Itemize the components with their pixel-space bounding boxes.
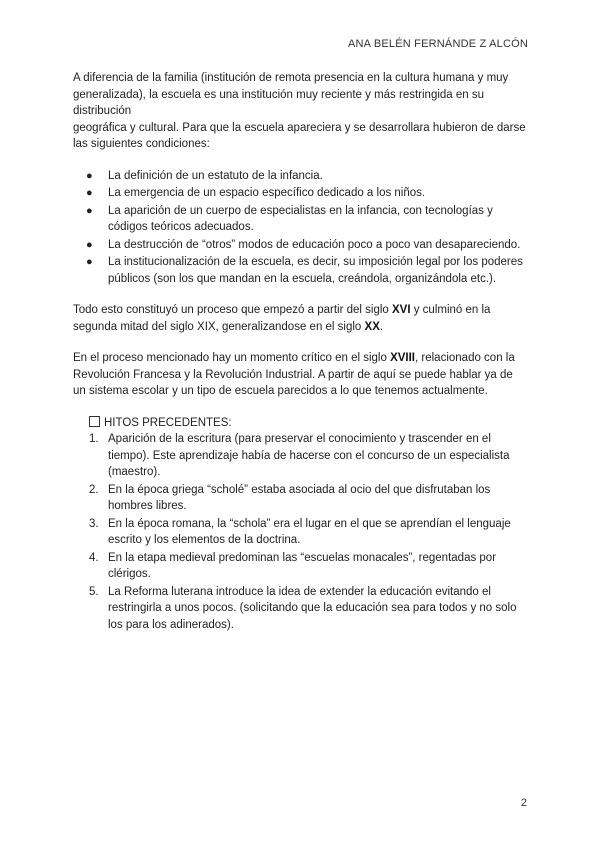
hitos-title-text: HITOS PRECEDENTES:: [104, 416, 232, 429]
list-item: [73, 482, 528, 515]
list-item: [73, 168, 528, 185]
hitos-list: [73, 431, 528, 633]
century-xx: XX: [364, 320, 380, 333]
condition-text: La institucionalización de la escuela, es decir, su imposición legal por los poderes públicos (son los que mandan en la escuela, creándola, organizándola etc.).: [108, 256, 523, 285]
item-number: 1.: [89, 433, 99, 445]
page-header-author: ANA BELÉN FERNÁNDE Z ALCÓN: [347, 38, 528, 50]
checkbox-icon: [89, 416, 100, 427]
list-item: [73, 516, 528, 549]
list-item: [73, 254, 528, 287]
intro-paragraph: [73, 70, 528, 153]
process-text-2: y culminó en la segunda mitad del siglo XIX, generalizandose en el siglo: [73, 304, 491, 333]
bullet-icon: ●: [86, 204, 93, 217]
list-item: [73, 550, 528, 583]
item-number: 2.: [89, 483, 99, 496]
bullet-icon: ●: [86, 256, 93, 268]
item-number: 3.: [89, 517, 99, 530]
critical-paragraph: [73, 350, 528, 400]
century-xviii: XVIII: [390, 352, 416, 364]
conditions-list: [73, 168, 528, 288]
document-body: [73, 70, 528, 634]
item-number: 4.: [89, 551, 99, 564]
list-item: [73, 584, 528, 634]
century-xvi: XVI: [392, 304, 411, 316]
intro-line-2: geográfica y cultural. Para que la escuela apareciera y se desarrollara hubieron de darse las siguientes condiciones:: [73, 121, 526, 150]
page-number: 2: [520, 797, 527, 809]
list-item: [73, 203, 528, 236]
bullet-icon: ●: [86, 187, 93, 199]
process-text-3: .: [379, 320, 384, 333]
condition-text: La destrucción de “otros” modos de educación poco a poco van desapareciendo.: [108, 238, 521, 251]
hito-text: Aparición de la escritura (para preservar el conocimiento y trascender en el tiempo). Este aprendizaje había de hacerse con el concurso de un especialista (maestro).: [108, 433, 510, 478]
item-number: 5.: [89, 585, 99, 598]
bullet-icon: ●: [86, 169, 93, 182]
process-paragraph: [73, 302, 528, 335]
intro-line-1: A diferencia de la familia (institución de remota presencia en la cultura humana y muy generalizada), la escuela es una institución muy reciente y más restringida en su distribución: [73, 72, 509, 117]
critical-text-2: , relacionado con la Revolución Francesa y la Revolución Industrial. A partir de aquí se puede hablar ya de un sistema escolar y un tipo de escuela parecidos a lo que tenemos actualmente.: [73, 352, 515, 397]
hito-text: En la etapa medieval predominan las “escuelas monacales”, regentadas por clérigos.: [108, 551, 497, 580]
condition-text: La aparición de un cuerpo de especialistas en la infancia, con tecnologías y códigos teóricos adecuados.: [108, 204, 493, 233]
condition-text: La definición de un estatuto de la infancia.: [108, 169, 323, 182]
hitos-heading: [73, 415, 528, 432]
condition-text: La emergencia de un espacio específico dedicado a los niños.: [108, 187, 426, 199]
process-text-1: Todo esto constituyó un proceso que empezó a partir del siglo: [73, 304, 392, 316]
hito-text: La Reforma luterana introduce la idea de extender la educación evitando el restringirla a unos pocos. (solicitando que la educación sea para todos y no solo los para los adinerados).: [108, 585, 517, 631]
list-item: [73, 431, 528, 481]
hito-text: En la época romana, la “schola” era el lugar en el que se aprendían el lenguaje escrito y los elementos de la doctrina.: [108, 517, 511, 546]
bullet-icon: ●: [86, 238, 93, 251]
list-item: [73, 185, 528, 202]
list-item: [73, 237, 528, 254]
critical-text-1: En el proceso mencionado hay un momento crítico en el siglo: [73, 352, 391, 364]
hito-text: En la época griega “scholé” estaba asociada al ocio del que disfrutaban los hombres libres.: [108, 483, 491, 512]
